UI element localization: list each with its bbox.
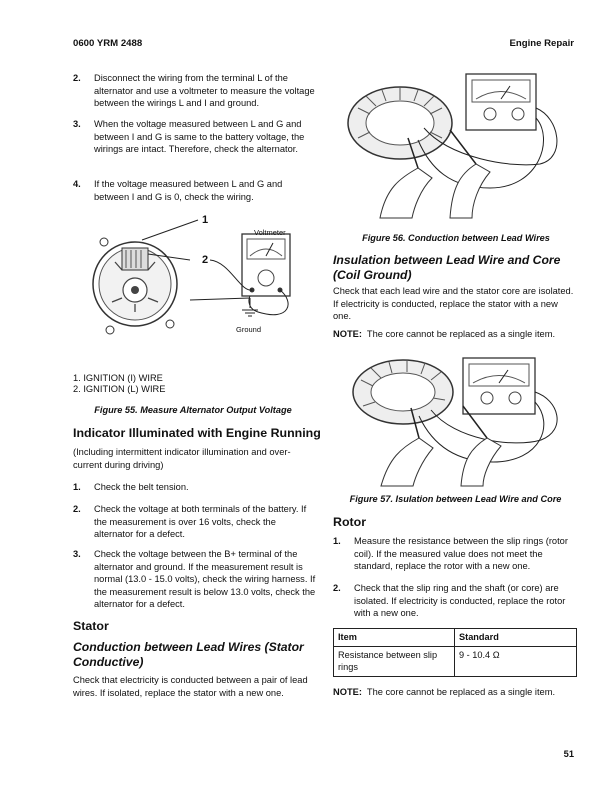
table-cell: Resistance between slip rings bbox=[334, 646, 455, 676]
page-number: 51 bbox=[563, 749, 574, 759]
insulation-note: NOTE: The core cannot be replaced as a single item. bbox=[333, 329, 556, 339]
rotor-note: NOTE: The core cannot be replaced as a single item. bbox=[333, 687, 556, 697]
callout-1: 1 bbox=[202, 214, 209, 226]
section-title: Engine Repair bbox=[509, 38, 574, 49]
stator-subheading: Conduction between Lead Wires (Stator Conductive) bbox=[73, 640, 304, 669]
legend-item-1: 1. IGNITION (I) WIRE bbox=[73, 373, 163, 383]
figure-57-caption: Figure 57. Isulation between Lead Wire and Core bbox=[349, 494, 562, 504]
table-header-item: Item bbox=[334, 629, 455, 647]
legend-item-2: 2. IGNITION (L) WIRE bbox=[73, 384, 166, 394]
ground-label: Ground bbox=[236, 325, 262, 334]
callout-2: 2 bbox=[202, 254, 209, 266]
stator-heading: Stator bbox=[73, 619, 109, 633]
indicator-heading: Indicator Illuminated with Engine Running bbox=[73, 426, 321, 440]
stator-insulation-illustration bbox=[345, 350, 575, 488]
document-id: 0600 YRM 2488 bbox=[73, 38, 143, 49]
rotor-heading: Rotor bbox=[333, 515, 367, 529]
table-cell: 9 - 10.4 Ω bbox=[455, 646, 577, 676]
insulation-heading: Insulation between Lead Wire and Core (Coil Ground) bbox=[333, 253, 561, 282]
indicator-intro: (Including intermittent indicator illumination and over-current during driving) bbox=[73, 447, 291, 470]
rotor-standard-table bbox=[333, 628, 577, 677]
stator-text: Check that electricity is conducted between a pair of lead wires. If isolated, replace the stator with a new one. bbox=[73, 675, 308, 698]
stator-conduction-illustration bbox=[340, 68, 572, 222]
table-header-standard: Standard bbox=[455, 629, 577, 647]
insulation-text: Check that each lead wire and the stator core are isolated. If electricity is conducted, replace the stator with a new one. bbox=[333, 286, 574, 322]
table-row bbox=[334, 646, 577, 676]
table-header-row bbox=[334, 629, 577, 647]
figure-56-caption: Figure 56. Conduction between Lead Wires bbox=[362, 233, 550, 243]
figure-55-caption: Figure 55. Measure Alternator Output Voltage bbox=[94, 405, 292, 415]
voltmeter-label: Voltmeter bbox=[254, 228, 286, 237]
